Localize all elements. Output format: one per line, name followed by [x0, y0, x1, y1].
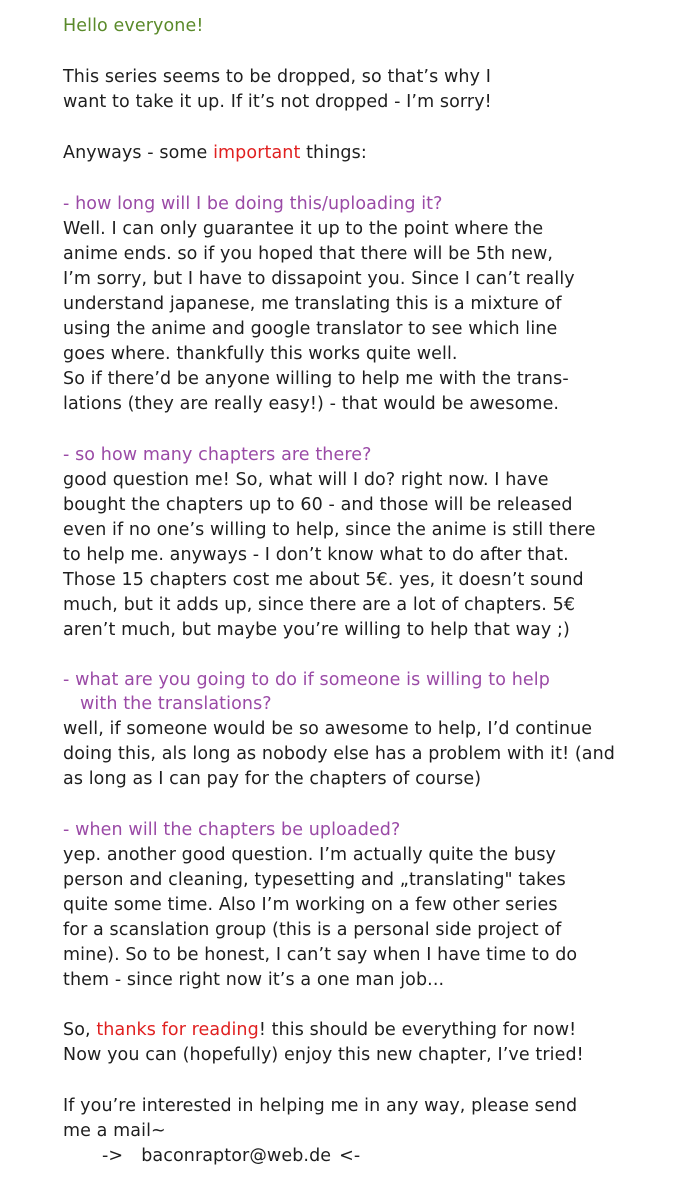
- section-heading: - when will the chapters be uploaded?: [63, 820, 401, 840]
- email-line: [102, 1144, 360, 1169]
- anyways-line: [63, 141, 367, 166]
- section-line: quite some time. Also I’m working on a few other series: [63, 895, 558, 915]
- contact-line: If you’re interested in helping me in any way, please send: [63, 1096, 578, 1116]
- section-line: Those 15 chapters cost me about 5€. yes, it doesn’t sound: [63, 570, 584, 590]
- section-line: them - since right now it’s a one man job...: [63, 970, 445, 990]
- anyways-text: Anyways - some: [63, 143, 214, 163]
- closing-text: So,: [63, 1020, 97, 1040]
- arrow-left-icon: <-: [339, 1146, 361, 1166]
- section-line: to help me. anyways - I don’t know what to do after that.: [63, 545, 569, 565]
- section-line: even if no one’s willing to help, since the anime is still there: [63, 520, 596, 540]
- section-line: bought the chapters up to 60 - and those will be released: [63, 495, 573, 515]
- section-line: So if there’d be anyone willing to help me with the trans-: [63, 369, 569, 389]
- greeting: Hello everyone!: [63, 16, 204, 36]
- section-line: doing this, als long as nobody else has a problem with it! (and: [63, 744, 616, 764]
- section-line: lations (they are really easy!) - that would be awesome.: [63, 394, 560, 414]
- anyways-text: things:: [300, 143, 367, 163]
- important-highlight: important: [213, 143, 301, 163]
- section-line: aren’t much, but maybe you’re willing to help that way ;): [63, 620, 570, 640]
- closing-line: Now you can (hopefully) enjoy this new chapter, I’ve tried!: [63, 1045, 584, 1065]
- closing-line: [63, 1018, 576, 1043]
- contact-line: me a mail~: [63, 1121, 166, 1141]
- section-line: mine). So to be honest, I can’t say when I have time to do: [63, 945, 578, 965]
- email-address[interactable]: baconraptor@web.de: [141, 1146, 332, 1166]
- arrow-right-icon: ->: [102, 1146, 124, 1166]
- section-line: for a scanslation group (this is a personal side project of: [63, 920, 562, 940]
- section-line: understand japanese, me translating this is a mixture of: [63, 294, 562, 314]
- section-line: well, if someone would be so awesome to help, I’d continue: [63, 719, 593, 739]
- section-line: much, but it adds up, since there are a lot of chapters. 5€: [63, 595, 576, 615]
- intro-line: want to take it up. If it’s not dropped - I’m sorry!: [63, 92, 492, 112]
- section-line: person and cleaning, typesetting and „translating" takes: [63, 870, 566, 890]
- section-heading: - how long will I be doing this/uploading it?: [63, 194, 443, 214]
- section-heading: with the translations?: [80, 694, 272, 714]
- section-line: using the anime and google translator to see which line: [63, 319, 558, 339]
- section-heading: - what are you going to do if someone is willing to help: [63, 670, 550, 690]
- section-line: anime ends. so if you hoped that there will be 5th new,: [63, 244, 554, 264]
- section-line: yep. another good question. I’m actually quite the busy: [63, 845, 556, 865]
- closing-text: ! this should be everything for now!: [258, 1020, 577, 1040]
- section-heading: - so how many chapters are there?: [63, 445, 372, 465]
- section-line: good question me! So, what will I do? right now. I have: [63, 470, 549, 490]
- section-line: Well. I can only guarantee it up to the point where the: [63, 219, 544, 239]
- section-line: as long as I can pay for the chapters of course): [63, 769, 482, 789]
- section-line: goes where. thankfully this works quite well.: [63, 344, 458, 364]
- section-line: I’m sorry, but I have to dissapoint you. Since I can’t really: [63, 269, 575, 289]
- thanks-highlight: thanks for reading: [96, 1020, 259, 1040]
- intro-line: This series seems to be dropped, so that’s why I: [63, 67, 491, 87]
